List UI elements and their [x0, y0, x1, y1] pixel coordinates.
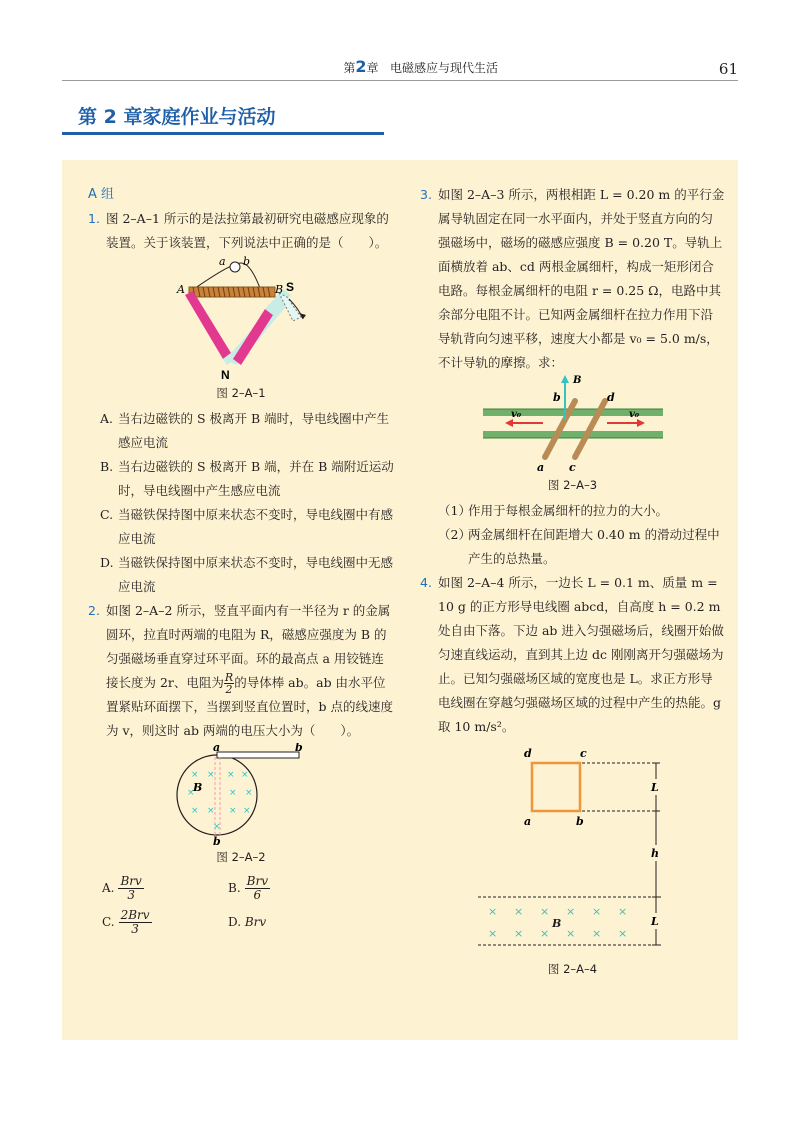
fig-label-L-top: L [650, 781, 659, 794]
choice-c[interactable]: C. $\frac{\text{2Brv}}{3}$ [102, 907, 150, 936]
option-c[interactable]: C. 当磁铁保持图中原来状态不变时，导电线圈中有感应电流 [100, 507, 394, 546]
svg-text:×: × [617, 905, 627, 918]
figure-caption: 图 2–A–3 [547, 478, 598, 492]
svg-text:×: × [207, 770, 215, 780]
subquestion-2: （2） 两金属细杆在间距增大 0.40 m 的滑动过程中产生的总热量。 [438, 527, 720, 566]
question-stem-part1: 如图 2–A–2 所示，竖直平面内有一半径为 r 的金属圆环，拉直时两端的电阻为 R，磁感应强度为 B 的匀强磁场垂直穿过环平面。环的最高点 a 用铰链连接长度为 2r、电阻为 [106, 603, 391, 690]
fig-label-A: A [177, 283, 185, 296]
chapter-label: 第2章 电磁感应与现代生活 [343, 57, 498, 76]
fig-label-d: d [523, 747, 532, 760]
svg-text:×: × [229, 788, 237, 798]
question-number: 4. [420, 575, 432, 590]
fig-label-c: c [568, 461, 576, 474]
figure-2-a-1 [161, 255, 321, 383]
fig-label-a: a [213, 743, 221, 754]
svg-text:×: × [591, 905, 601, 918]
group-label: A 组 [88, 187, 115, 202]
question-stem: 如图 2–A–3 所示，两根相距 L = 0.20 m 的平行金属导轨固定在同一水平面内，并处于竖直方向的匀强磁场中，磁场的磁感应强度 B = 0.20 T。导轨上面横放着 ab、cd 两根金属细杆，构成一矩形闭合电路。每根金属细杆的电阻 r = 0.25 Ω，电路中其余部分电阻不计。已知两金属细杆在拉力作用下沿导轨背向匀速平移，速度大小都是 v₀ = 5.0 m/s，不计导轨的摩擦。求： [438, 187, 725, 370]
figure-caption: 图 2–A–1 [216, 386, 266, 400]
fig-label-N: N [221, 368, 230, 382]
svg-text:×: × [565, 927, 575, 940]
figure-2-a-2 [171, 743, 311, 847]
question-2 [88, 599, 394, 743]
question-stem: 如图 2–A–4 所示，一边长 L = 0.1 m、质量 m = 10 g 的正方形导电线圈 abcd，自高度 h = 0.2 m 处自由下落。下边 ab 进入匀强磁场后，线圈开始做匀速直线运动，直到其上边 dc 刚刚离开匀强磁场为止。已知匀强磁场区域的宽度也是 L。求正方形导电线圈在穿越匀强磁场区域的过程中产生的热能。g 取 10 m/s²。 [438, 575, 724, 734]
question-number: 3. [420, 187, 432, 202]
svg-text:×: × [513, 905, 523, 918]
svg-text:×: × [513, 927, 523, 940]
fig-label-a: a [219, 255, 226, 268]
svg-text:×: × [241, 770, 249, 780]
question-stem: 图 2–A–1 所示的是法拉第最初研究电磁感应现象的装置。关于该装置，下列说法中正确的是（ ）。 [106, 211, 389, 250]
svg-text:×: × [245, 788, 253, 798]
page-number: 61 [718, 60, 738, 78]
svg-text:×: × [191, 770, 199, 780]
fig-label-a: a [536, 461, 544, 474]
fig-label-B: B [572, 375, 581, 386]
svg-text:×: × [227, 770, 235, 780]
option-d[interactable]: D. 当磁铁保持图中原来状态不变时，导电线圈中无感应电流 [100, 555, 394, 594]
choices-grid [88, 871, 394, 939]
svg-text:×: × [487, 927, 497, 940]
question-number: 1. [88, 211, 100, 226]
question-3 [420, 183, 725, 375]
fig-label-b-bottom: b [213, 835, 221, 847]
option-b[interactable]: B. 当右边磁铁的 S 极离开 B 端，并在 B 端附近运动时，导电线圈中产生感应电流 [100, 459, 394, 498]
question-4 [420, 571, 725, 739]
left-column [88, 183, 394, 939]
svg-text:×: × [229, 806, 237, 816]
question-number: 2. [88, 603, 100, 618]
fig-label-L-bottom: L [650, 915, 659, 928]
choice-b[interactable]: B. $\frac{\text{Brv}}{6}$ [228, 873, 268, 902]
fig-label-b: b [243, 255, 251, 268]
svg-text:×: × [243, 806, 251, 816]
svg-text:×: × [487, 905, 497, 918]
subquestion-1: （1） 作用于每根金属细杆的拉力的大小。 [438, 503, 669, 518]
figure-caption: 图 2–A–2 [216, 850, 266, 864]
running-head [62, 58, 738, 81]
fig-label-b: b [575, 815, 584, 828]
svg-text:×: × [191, 806, 199, 816]
svg-text:×: × [539, 905, 549, 918]
fig-label-b: b [552, 391, 561, 404]
fig-label-B: B [551, 917, 561, 930]
svg-text:×: × [617, 927, 627, 940]
fig-label-c: c [579, 747, 587, 760]
svg-text:×: × [207, 806, 215, 816]
fig-label-b-top: b [295, 743, 303, 754]
fig-label-B: B [275, 283, 284, 296]
section-rule [62, 132, 384, 135]
option-a[interactable]: A. 当右边磁铁的 S 极离开 B 端时，导电线圈中产生感应电流 [100, 411, 390, 450]
svg-text:×: × [565, 905, 575, 918]
fig-label-v0-left: v₀ [510, 409, 521, 420]
fig-label-h: h [650, 847, 659, 860]
fig-label-B: B [193, 781, 203, 794]
fraction: $\frac{R}{2}$ [224, 671, 234, 696]
figure-2-a-4 [458, 739, 688, 959]
figure-2-a-3 [483, 375, 663, 475]
fig-label-v0-right: v₀ [628, 409, 639, 420]
svg-text:×: × [539, 927, 549, 940]
fig-label-a: a [523, 815, 531, 828]
question-stem-part2: 的导体棒 ab。ab 由水平位置紧贴环面摆下，当摆到竖直位置时，b 点的线速度为 v，则这时 ab 两端的电压大小为（ ）。 [106, 675, 393, 738]
svg-text:×: × [187, 788, 195, 798]
question-1 [88, 207, 394, 255]
right-column [420, 183, 725, 983]
choice-d[interactable]: D. Brv [228, 915, 267, 929]
choice-a[interactable]: A. $\frac{\text{Brv}}{3}$ [102, 873, 142, 902]
fig-label-S: S [286, 280, 295, 294]
section-title: 第 2 章家庭作业与活动 [78, 106, 276, 128]
svg-text:×: × [591, 927, 601, 940]
svg-text:×: × [213, 822, 221, 832]
fig-label-d: d [606, 391, 615, 404]
figure-caption: 图 2–A–4 [547, 962, 598, 976]
